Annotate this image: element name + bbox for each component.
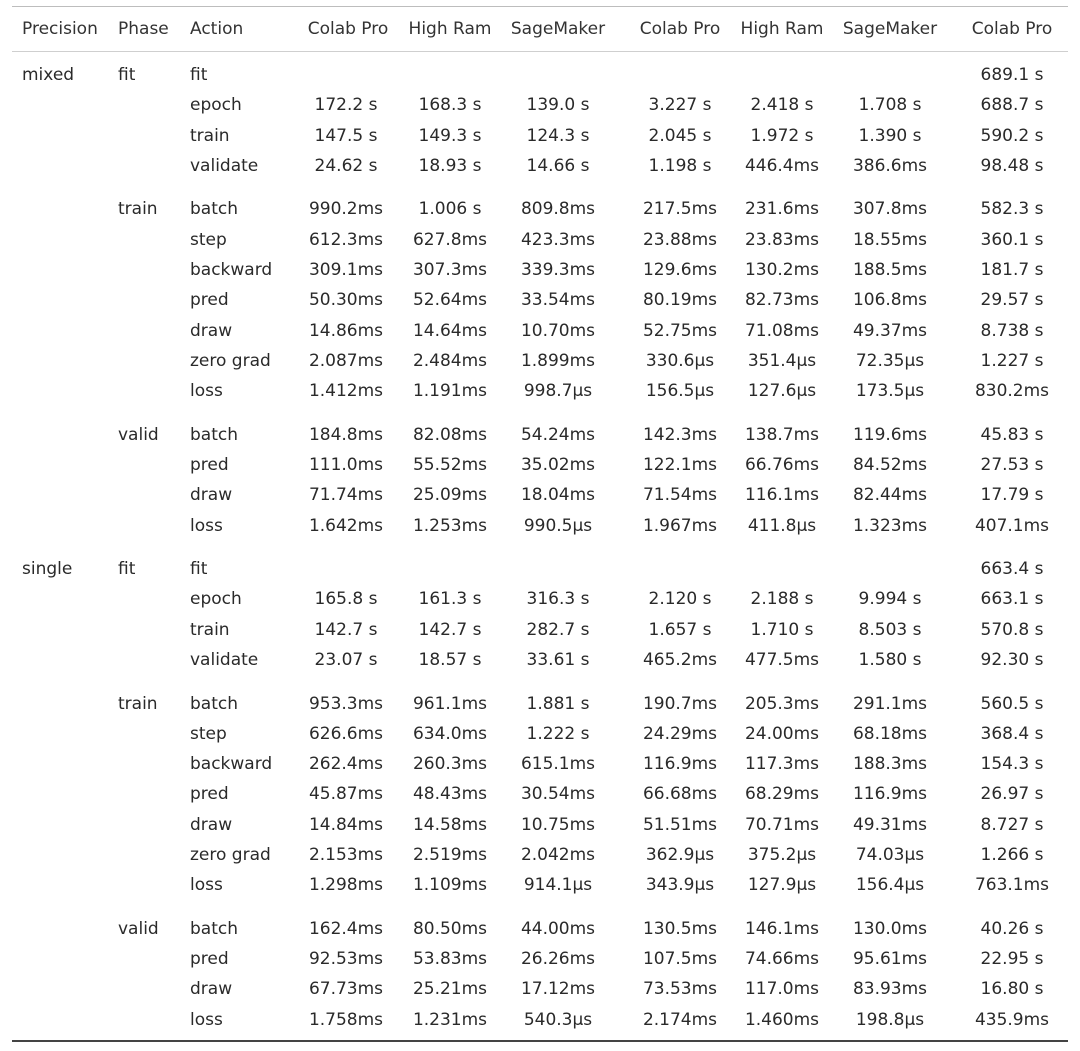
table-cell: 560.5 s xyxy=(980,693,1044,714)
table-cell: 339.3ms xyxy=(520,260,596,280)
table-cell: 446.4ms xyxy=(744,155,820,176)
table-cell: 23.83ms xyxy=(744,229,820,250)
table-cell: 540.3μs xyxy=(523,1009,593,1030)
table-cell: 1.390 s xyxy=(858,125,922,146)
action-label: loss xyxy=(190,875,223,896)
precision-label: single xyxy=(22,559,73,580)
table-cell: 73.53ms xyxy=(642,979,718,1000)
phase-label: valid xyxy=(118,424,159,445)
phase-label: train xyxy=(118,199,158,220)
column-header: High Ram xyxy=(740,19,824,39)
table-cell: 26.97 s xyxy=(980,784,1044,805)
action-label: draw xyxy=(190,320,233,341)
table-cell: 10.70ms xyxy=(520,320,596,341)
table-cell: 217.5ms xyxy=(642,199,718,220)
column-header: Colab Pro xyxy=(639,19,721,39)
table-cell: 40.26 s xyxy=(980,918,1044,939)
table-cell: 231.6ms xyxy=(744,199,820,220)
table-cell: 82.08ms xyxy=(412,424,488,445)
table-header-rule xyxy=(12,51,1068,52)
table-cell: 52.75ms xyxy=(642,320,718,341)
table-cell: 14.58ms xyxy=(412,814,488,835)
table-cell: 130.2ms xyxy=(744,260,820,280)
action-label: backward xyxy=(190,754,273,775)
action-label: step xyxy=(190,229,227,250)
table-cell: 82.73ms xyxy=(744,290,820,311)
table-cell: 80.19ms xyxy=(642,290,718,311)
table-cell: 18.55ms xyxy=(852,229,928,250)
table-cell: 465.2ms xyxy=(642,650,718,670)
table-cell: 124.3 s xyxy=(526,125,590,146)
table-cell: 1.758ms xyxy=(308,1009,384,1030)
table-cell: 663.4 s xyxy=(980,559,1044,580)
table-cell: 190.7ms xyxy=(642,693,718,714)
table-cell: 590.2 s xyxy=(980,125,1044,146)
table-cell: 1.323ms xyxy=(852,515,928,536)
table-cell: 130.0ms xyxy=(852,918,928,939)
table-cell: 330.6μs xyxy=(645,350,715,371)
table-cell: 763.1ms xyxy=(974,875,1050,896)
table-cell: 14.66 s xyxy=(526,155,590,176)
table-cell: 1.881 s xyxy=(526,693,590,714)
table-cell: 24.29ms xyxy=(642,723,718,744)
table-cell: 1.460ms xyxy=(744,1009,820,1030)
table-cell xyxy=(727,554,837,584)
column-header: Colab Pro xyxy=(307,19,389,39)
action-label: batch xyxy=(190,918,238,939)
table-cell: 8.738 s xyxy=(980,320,1044,341)
table-cell: 1.222 s xyxy=(526,723,590,744)
table-cell: 2.484ms xyxy=(412,350,488,371)
table-cell: 260.3ms xyxy=(412,754,488,775)
table-cell: 23.88ms xyxy=(642,229,718,250)
table-cell: 1.006 s xyxy=(418,199,482,220)
table-cell xyxy=(291,554,401,584)
table-cell: 362.9μs xyxy=(645,845,715,865)
table-cell: 689.1 s xyxy=(980,65,1044,85)
table-cell xyxy=(625,60,735,90)
table-cell: 961.1ms xyxy=(412,693,488,714)
table-cell: 122.1ms xyxy=(642,455,718,475)
table-cell: 84.52ms xyxy=(852,455,928,475)
action-label: epoch xyxy=(190,589,242,610)
table-cell: 1.298ms xyxy=(308,875,384,896)
table-cell: 1.231ms xyxy=(412,1009,488,1030)
action-label: pred xyxy=(190,784,229,805)
table-cell: 168.3 s xyxy=(418,95,482,116)
table-cell: 1.227 s xyxy=(980,350,1044,371)
action-label: loss xyxy=(190,1009,223,1030)
table-cell: 71.74ms xyxy=(308,485,384,506)
table-cell: 50.30ms xyxy=(308,290,384,311)
table-bottom-rule xyxy=(12,1040,1068,1042)
table-cell: 71.08ms xyxy=(744,320,820,341)
column-header: Action xyxy=(190,19,244,39)
column-header: SageMaker xyxy=(510,19,606,39)
action-label: validate xyxy=(190,155,259,176)
table-cell: 615.1ms xyxy=(520,754,596,775)
column-header: High Ram xyxy=(408,19,492,39)
table-cell: 116.9ms xyxy=(852,784,928,805)
table-cell: 18.57 s xyxy=(418,650,482,670)
phase-label: train xyxy=(118,693,158,714)
table-cell: 33.54ms xyxy=(520,290,596,311)
table-cell: 375.2μs xyxy=(747,845,817,865)
table-cell: 411.8μs xyxy=(747,515,817,536)
table-cell: 45.87ms xyxy=(308,784,384,805)
table-cell xyxy=(395,554,505,584)
table-cell: 1.657 s xyxy=(648,619,712,640)
table-cell: 386.6ms xyxy=(852,155,928,176)
table-cell: 343.9μs xyxy=(645,875,715,896)
table-cell: 26.26ms xyxy=(520,949,596,970)
table-cell: 70.71ms xyxy=(744,814,820,835)
action-label: train xyxy=(190,619,230,640)
table-cell: 130.5ms xyxy=(642,918,718,939)
table-cell: 316.3 s xyxy=(526,589,590,610)
table-cell: 165.8 s xyxy=(314,589,378,610)
table-cell: 27.53 s xyxy=(980,455,1044,475)
table-cell: 2.174ms xyxy=(642,1009,718,1030)
table-cell: 23.07 s xyxy=(314,650,378,670)
table-cell: 2.120 s xyxy=(648,589,712,610)
table-cell: 33.61 s xyxy=(526,650,590,670)
action-label: draw xyxy=(190,814,233,835)
table-cell: 17.79 s xyxy=(980,485,1044,506)
table-cell: 2.188 s xyxy=(750,589,814,610)
action-label: validate xyxy=(190,650,259,670)
table-cell: 49.31ms xyxy=(852,814,928,835)
table-cell: 18.93 s xyxy=(418,155,482,176)
table-cell xyxy=(835,554,945,584)
table-cell: 1.710 s xyxy=(750,619,814,640)
table-cell xyxy=(291,60,401,90)
table-cell: 663.1 s xyxy=(980,589,1044,610)
table-cell: 9.994 s xyxy=(858,589,922,610)
table-cell: 953.3ms xyxy=(308,693,384,714)
table-cell: 156.5μs xyxy=(645,381,715,402)
table-cell: 129.6ms xyxy=(642,260,718,280)
table-cell: 16.80 s xyxy=(980,979,1044,1000)
table-cell: 309.1ms xyxy=(308,260,384,280)
table-cell: 116.9ms xyxy=(642,754,718,775)
action-label: loss xyxy=(190,381,223,402)
table-cell: 25.21ms xyxy=(412,979,488,1000)
table-cell: 998.7μs xyxy=(523,381,593,402)
table-cell: 52.64ms xyxy=(412,290,488,311)
table-cell: 35.02ms xyxy=(520,455,596,475)
table-cell: 147.5 s xyxy=(314,125,378,146)
table-cell: 68.18ms xyxy=(852,723,928,744)
table-cell: 30.54ms xyxy=(520,784,596,805)
table-cell: 914.1μs xyxy=(523,875,593,896)
table-cell: 111.0ms xyxy=(308,455,384,475)
action-label: pred xyxy=(190,290,229,311)
table-cell: 139.0 s xyxy=(526,95,590,116)
table-cell: 1.642ms xyxy=(308,515,384,536)
table-cell: 53.83ms xyxy=(412,949,488,970)
table-cell: 66.76ms xyxy=(744,455,820,475)
action-label: backward xyxy=(190,260,273,280)
table-cell: 1.412ms xyxy=(308,381,384,402)
table-cell: 307.3ms xyxy=(412,260,488,280)
phase-label: fit xyxy=(118,559,136,580)
table-cell: 83.93ms xyxy=(852,979,928,1000)
table-cell: 10.75ms xyxy=(520,814,596,835)
table-cell: 351.4μs xyxy=(747,350,817,371)
table-cell: 68.29ms xyxy=(744,784,820,805)
table-cell: 71.54ms xyxy=(642,485,718,506)
table-cell: 1.967ms xyxy=(642,515,718,536)
table-cell xyxy=(835,60,945,90)
table-cell: 627.8ms xyxy=(412,229,488,250)
table-cell: 990.5μs xyxy=(523,515,593,536)
action-label: loss xyxy=(190,515,223,536)
table-cell: 156.4μs xyxy=(855,875,925,896)
table-cell: 119.6ms xyxy=(852,424,928,445)
table-cell: 2.042ms xyxy=(520,845,596,865)
table-cell: 162.4ms xyxy=(308,918,384,939)
table-cell: 188.5ms xyxy=(852,260,928,280)
table-cell: 127.6μs xyxy=(747,381,817,402)
table-cell: 423.3ms xyxy=(520,229,596,250)
table-cell: 107.5ms xyxy=(642,949,718,970)
table-cell: 116.1ms xyxy=(744,485,820,506)
table-cell: 1.191ms xyxy=(412,381,488,402)
table-cell: 1.708 s xyxy=(858,95,922,116)
table-cell: 2.045 s xyxy=(648,125,712,146)
table-cell: 291.1ms xyxy=(852,693,928,714)
table-cell: 138.7ms xyxy=(744,424,820,445)
table-cell: 181.7 s xyxy=(980,260,1044,280)
action-label: step xyxy=(190,723,227,744)
table-cell: 990.2ms xyxy=(308,199,384,220)
table-cell: 92.30 s xyxy=(980,650,1044,670)
table-cell: 117.0ms xyxy=(744,979,820,1000)
table-cell: 172.2 s xyxy=(314,95,378,116)
table-cell: 2.153ms xyxy=(308,845,384,865)
table-cell: 154.3 s xyxy=(980,754,1044,775)
table-cell: 72.35μs xyxy=(855,350,925,371)
table-cell: 173.5μs xyxy=(855,381,925,402)
table-cell: 1.109ms xyxy=(412,875,488,896)
table-cell: 205.3ms xyxy=(744,693,820,714)
table-cell: 582.3 s xyxy=(980,199,1044,220)
table-cell: 184.8ms xyxy=(308,424,384,445)
column-header: Phase xyxy=(118,19,169,39)
table-cell: 44.00ms xyxy=(520,918,596,939)
table-cell: 55.52ms xyxy=(412,455,488,475)
table-cell: 188.3ms xyxy=(852,754,928,775)
table-cell: 25.09ms xyxy=(412,485,488,506)
action-label: pred xyxy=(190,949,229,970)
table-cell: 809.8ms xyxy=(520,199,596,220)
action-label: fit xyxy=(190,559,208,580)
table-cell: 98.48 s xyxy=(980,155,1044,176)
action-label: batch xyxy=(190,424,238,445)
table-cell: 612.3ms xyxy=(308,229,384,250)
table-cell: 14.64ms xyxy=(412,320,488,341)
table-cell xyxy=(503,554,613,584)
table-cell xyxy=(625,554,735,584)
table-cell: 2.519ms xyxy=(412,845,488,865)
table-cell: 95.61ms xyxy=(852,949,928,970)
table-cell: 360.1 s xyxy=(980,229,1044,250)
table-cell: 48.43ms xyxy=(412,784,488,805)
action-label: pred xyxy=(190,455,229,475)
table-cell: 198.8μs xyxy=(855,1009,925,1030)
table-cell: 407.1ms xyxy=(974,515,1050,536)
column-header: SageMaker xyxy=(842,19,938,39)
table-cell: 49.37ms xyxy=(852,320,928,341)
table-cell: 1.580 s xyxy=(858,650,922,670)
table-cell: 127.9μs xyxy=(747,875,817,896)
action-label: draw xyxy=(190,979,233,1000)
table-cell xyxy=(503,60,613,90)
table-cell: 54.24ms xyxy=(520,424,596,445)
table-cell: 67.73ms xyxy=(308,979,384,1000)
table-cell: 146.1ms xyxy=(744,918,820,939)
table-cell: 262.4ms xyxy=(308,754,384,775)
table-cell: 8.503 s xyxy=(858,619,922,640)
table-cell: 626.6ms xyxy=(308,723,384,744)
table-cell: 24.62 s xyxy=(314,155,378,176)
table-cell: 66.68ms xyxy=(642,784,718,805)
precision-label: mixed xyxy=(22,65,75,85)
table-cell: 17.12ms xyxy=(520,979,596,1000)
action-label: batch xyxy=(190,693,238,714)
table-cell: 142.3ms xyxy=(642,424,718,445)
table-top-rule xyxy=(12,6,1068,7)
table-cell: 282.7 s xyxy=(526,619,590,640)
table-cell: 477.5ms xyxy=(744,650,820,670)
table-cell: 570.8 s xyxy=(980,619,1044,640)
table-cell: 368.4 s xyxy=(980,723,1044,744)
action-label: draw xyxy=(190,485,233,506)
table-cell: 92.53ms xyxy=(308,949,384,970)
action-label: zero grad xyxy=(190,845,271,865)
column-header: Colab Pro xyxy=(971,19,1053,39)
table-cell: 1.899ms xyxy=(520,350,596,371)
table-cell: 1.972 s xyxy=(750,125,814,146)
table-cell: 29.57 s xyxy=(980,290,1044,311)
table-cell: 149.3 s xyxy=(418,125,482,146)
table-cell: 74.66ms xyxy=(744,949,820,970)
table-cell: 82.44ms xyxy=(852,485,928,506)
table-cell: 2.418 s xyxy=(750,95,814,116)
action-label: zero grad xyxy=(190,350,271,371)
action-label: fit xyxy=(190,65,208,85)
table-cell: 14.86ms xyxy=(308,320,384,341)
table-cell: 3.227 s xyxy=(648,95,712,116)
table-cell: 435.9ms xyxy=(974,1009,1050,1030)
table-cell: 634.0ms xyxy=(412,723,488,744)
action-label: batch xyxy=(190,199,238,220)
table-cell xyxy=(727,60,837,90)
table-cell: 14.84ms xyxy=(308,814,384,835)
table-cell: 117.3ms xyxy=(744,754,820,775)
table-cell: 18.04ms xyxy=(520,485,596,506)
table-cell: 80.50ms xyxy=(412,918,488,939)
table-cell: 830.2ms xyxy=(974,381,1050,402)
table-cell: 142.7 s xyxy=(418,619,482,640)
phase-label: fit xyxy=(118,65,136,85)
table-cell: 74.03μs xyxy=(855,845,925,865)
table-cell: 1.253ms xyxy=(412,515,488,536)
action-label: epoch xyxy=(190,95,242,116)
table-cell: 142.7 s xyxy=(314,619,378,640)
table-cell: 2.087ms xyxy=(308,350,384,371)
table-cell: 1.198 s xyxy=(648,155,712,176)
phase-label: valid xyxy=(118,918,159,939)
table-cell: 1.266 s xyxy=(980,845,1044,865)
table-cell: 106.8ms xyxy=(852,290,928,311)
table-cell: 161.3 s xyxy=(418,589,482,610)
table-cell: 307.8ms xyxy=(852,199,928,220)
table-cell: 45.83 s xyxy=(980,424,1044,445)
table-cell: 688.7 s xyxy=(980,95,1044,116)
table-cell: 24.00ms xyxy=(744,723,820,744)
table-cell: 22.95 s xyxy=(980,949,1044,970)
column-header: Precision xyxy=(22,19,98,39)
action-label: train xyxy=(190,125,230,146)
table-cell: 8.727 s xyxy=(980,814,1044,835)
table-cell: 51.51ms xyxy=(642,814,718,835)
table-cell xyxy=(395,60,505,90)
